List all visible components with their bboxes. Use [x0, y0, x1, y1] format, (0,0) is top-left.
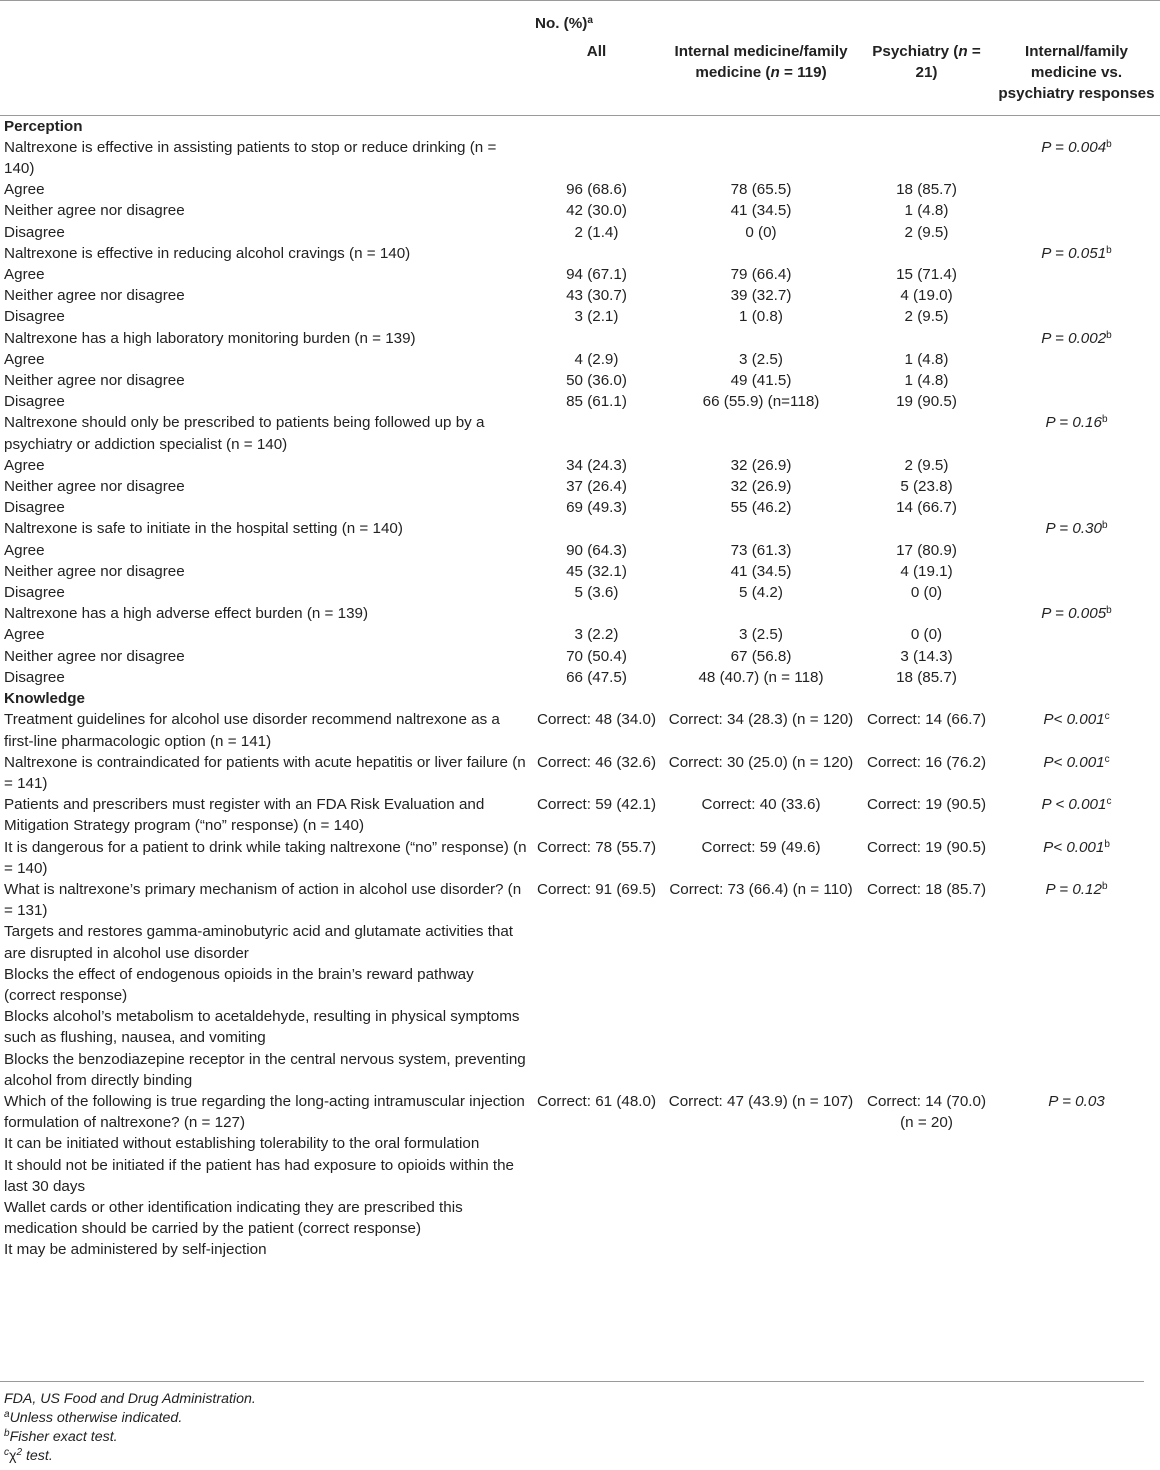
col-header-comparison: Internal/family medicine vs. psychiatry responses	[993, 37, 1160, 115]
value-all: Correct: 78 (55.7)	[536, 838, 657, 856]
section-title: Knowledge	[4, 690, 86, 708]
value-internal-family-medicine: 55 (46.2)	[730, 499, 792, 517]
value-all: 96 (68.6)	[566, 181, 627, 199]
answer-option: Blocks alcohol’s metabolism to acetaldehyde, resulting in physical symptoms such as flushing, nausea, and vomiting	[4, 1008, 520, 1047]
response-label: Neither agree nor disagree	[4, 562, 185, 580]
value-all: 94 (67.1)	[566, 266, 627, 284]
question-row	[0, 752, 1160, 794]
value-psychiatry: 0 (0)	[910, 626, 943, 644]
answer-option-row	[0, 1197, 1160, 1239]
value-internal-family-medicine: 73 (61.3)	[730, 541, 792, 559]
value-internal-family-medicine: Correct: 59 (49.6)	[701, 838, 821, 856]
value-psychiatry: 2 (9.5)	[904, 308, 949, 326]
question-row	[0, 328, 1160, 349]
answer-option: Blocks the effect of endogenous opioids in the brain’s reward pathway (correct response)	[4, 965, 474, 1004]
response-label: Agree	[4, 626, 45, 644]
response-label: Disagree	[4, 308, 65, 326]
p-value: P< 0.001$^c$	[1043, 711, 1110, 729]
question-text: It is dangerous for a patient to drink while taking naltrexone (“no” response) (n = 140)	[4, 838, 527, 877]
answer-option-row	[0, 1239, 1160, 1260]
value-all: 3 (2.2)	[574, 626, 619, 644]
value-all: 90 (64.3)	[566, 541, 627, 559]
value-psychiatry: Correct: 19 (90.5)	[866, 838, 987, 856]
question-text: What is naltrexone’s primary mechanism of action in alcohol use disorder? (n = 131)	[4, 880, 522, 920]
response-row	[0, 200, 1160, 221]
value-all: 34 (24.3)	[566, 456, 627, 474]
value-psychiatry: 5 (23.8)	[900, 478, 953, 496]
value-all: Correct: 48 (34.0)	[536, 711, 657, 729]
value-all: 66 (47.5)	[566, 668, 627, 686]
p-value: P = 0.002$^b$	[1041, 329, 1112, 347]
table-header	[0, 1, 1160, 116]
answer-option: It can be initiated without establishing tolerability to the oral formulation	[4, 1135, 480, 1153]
value-all: Correct: 61 (48.0)	[536, 1092, 657, 1110]
value-all: 45 (32.1)	[566, 562, 627, 580]
question-row	[0, 1091, 1160, 1133]
value-psychiatry: Correct: 16 (76.2)	[866, 753, 987, 771]
section-row	[0, 115, 1160, 137]
response-row	[0, 306, 1160, 327]
response-label: Agree	[4, 541, 45, 559]
value-psychiatry: 4 (19.0)	[900, 287, 953, 305]
answer-option-row	[0, 964, 1160, 1006]
value-psychiatry: 4 (19.1)	[900, 562, 953, 580]
question-row	[0, 243, 1160, 264]
p-value: P< 0.001$^b$	[1043, 838, 1110, 856]
question-text: Which of the following is true regarding the long-acting intramuscular injection formulation of naltrexone? (n = 127)	[4, 1092, 525, 1132]
value-internal-family-medicine: 32 (26.9)	[730, 478, 792, 496]
value-all: 2 (1.4)	[574, 223, 619, 241]
value-internal-family-medicine: Correct: 73 (66.4) (n = 110)	[669, 880, 853, 898]
response-label: Agree	[4, 181, 45, 199]
question-text: Naltrexone has a high laboratory monitoring burden (n = 139)	[4, 329, 416, 347]
value-psychiatry: Correct: 14 (66.7)	[866, 711, 987, 729]
value-all: Correct: 46 (32.6)	[536, 753, 657, 771]
value-all: 85 (61.1)	[566, 393, 627, 411]
answer-option: Blocks the benzodiazepine receptor in the central nervous system, preventing alcohol from directly binding	[4, 1050, 526, 1089]
value-internal-family-medicine: 66 (55.9) (n=118)	[702, 393, 820, 411]
p-value: P = 0.12$^b$	[1045, 880, 1108, 898]
response-row	[0, 540, 1160, 561]
response-label: Neither agree nor disagree	[4, 202, 185, 220]
response-label: Agree	[4, 456, 45, 474]
group-header: No. (%)$^a$	[531, 1, 1160, 38]
response-label: Disagree	[4, 393, 65, 411]
value-all: 70 (50.4)	[566, 647, 627, 665]
answer-option-row	[0, 1133, 1160, 1154]
value-internal-family-medicine: 5 (4.2)	[739, 584, 783, 602]
answer-option-row	[0, 1049, 1160, 1091]
value-internal-family-medicine: Correct: 40 (33.6)	[701, 796, 821, 814]
response-row	[0, 497, 1160, 518]
section-row	[0, 688, 1160, 709]
value-psychiatry: 18 (85.7)	[896, 668, 957, 686]
value-all: 4 (2.9)	[574, 350, 619, 368]
p-value: P = 0.004$^b$	[1041, 138, 1112, 156]
p-value: P = 0.16$^b$	[1045, 414, 1108, 432]
response-label: Neither agree nor disagree	[4, 287, 185, 305]
col-header-psychiatry: Psychiatry (n = 21)	[860, 37, 993, 115]
value-internal-family-medicine: 78 (65.5)	[730, 181, 792, 199]
question-row	[0, 412, 1160, 454]
response-row	[0, 582, 1160, 603]
col-header-all: All	[531, 37, 662, 115]
value-internal-family-medicine: 3 (2.5)	[739, 626, 783, 644]
value-psychiatry: 2 (9.5)	[904, 223, 949, 241]
value-internal-family-medicine: 41 (34.5)	[730, 562, 792, 580]
value-psychiatry: 0 (0)	[910, 584, 943, 602]
p-value: P < 0.001$^c$	[1041, 796, 1112, 814]
value-all: 43 (30.7)	[566, 287, 627, 305]
value-psychiatry: Correct: 19 (90.5)	[866, 796, 987, 814]
value-psychiatry: 15 (71.4)	[896, 266, 957, 284]
answer-option-row	[0, 1155, 1160, 1197]
response-label: Agree	[4, 266, 45, 284]
col-header-internal-family-medicine: Internal medicine/family medicine (n = 119)	[662, 37, 860, 115]
response-label: Disagree	[4, 668, 65, 686]
question-row	[0, 709, 1160, 751]
value-psychiatry: 18 (85.7)	[896, 181, 957, 199]
response-row	[0, 349, 1160, 370]
response-row	[0, 561, 1160, 582]
response-label: Disagree	[4, 223, 65, 241]
value-psychiatry: 1 (4.8)	[904, 202, 949, 220]
response-row	[0, 455, 1160, 476]
question-row	[0, 137, 1160, 179]
value-psychiatry: Correct: 14 (70.0) (n = 20)	[866, 1092, 987, 1132]
response-row	[0, 222, 1160, 243]
question-row	[0, 879, 1160, 921]
answer-option: It should not be initiated if the patient has had exposure to opioids within the last 30 days	[4, 1156, 514, 1195]
answer-option: It may be administered by self-injection	[4, 1241, 267, 1259]
value-all: 69 (49.3)	[566, 499, 627, 517]
p-value: P = 0.051$^b$	[1041, 244, 1112, 262]
value-internal-family-medicine: 67 (56.8)	[730, 647, 792, 665]
value-psychiatry: 14 (66.7)	[896, 499, 957, 517]
response-row	[0, 285, 1160, 306]
question-row	[0, 837, 1160, 879]
footnote-c: $^c\chi^2$ test.	[4, 1447, 53, 1464]
response-label: Agree	[4, 350, 45, 368]
response-label: Neither agree nor disagree	[4, 647, 185, 665]
value-internal-family-medicine: 48 (40.7) (n = 118)	[698, 668, 824, 686]
table-footnotes	[0, 1381, 1144, 1466]
question-text: Naltrexone is safe to initiate in the hospital setting (n = 140)	[4, 520, 403, 538]
footnote-abbreviation: FDA, US Food and Drug Administration.	[4, 1391, 256, 1407]
response-row	[0, 476, 1160, 497]
p-value: P = 0.005$^b$	[1041, 605, 1112, 623]
p-value: P = 0.30$^b$	[1045, 520, 1108, 538]
answer-option: Targets and restores gamma-aminobutyric acid and glutamate activities that are disrupted in alcohol use disorder	[4, 923, 514, 962]
value-internal-family-medicine: 49 (41.5)	[730, 372, 792, 390]
value-psychiatry: Correct: 18 (85.7)	[866, 880, 987, 898]
value-psychiatry: 19 (90.5)	[896, 393, 957, 411]
response-label: Disagree	[4, 584, 65, 602]
value-internal-family-medicine: Correct: 34 (28.3) (n = 120)	[668, 711, 854, 729]
answer-option: Wallet cards or other identification indicating they are prescribed this medication should be carried by the patient (correct response)	[4, 1198, 463, 1238]
question-text: Patients and prescribers must register with an FDA Risk Evaluation and Mitigation Strategy program (“no” response) (n = 140)	[4, 796, 485, 835]
value-internal-family-medicine: 41 (34.5)	[730, 202, 792, 220]
value-all: Correct: 91 (69.5)	[536, 880, 657, 898]
value-internal-family-medicine: 32 (26.9)	[730, 456, 792, 474]
value-internal-family-medicine: 3 (2.5)	[739, 350, 783, 368]
question-text: Treatment guidelines for alcohol use disorder recommend naltrexone as a first-line pharmacologic option (n = 141)	[4, 711, 500, 750]
footnote-a: $^a$Unless otherwise indicated.	[4, 1409, 183, 1426]
p-value: P = 0.03	[1048, 1092, 1105, 1110]
question-text: Naltrexone has a high adverse effect burden (n = 139)	[4, 605, 369, 623]
question-row	[0, 794, 1160, 836]
question-text: Naltrexone should only be prescribed to patients being followed up by a psychiatry or addiction specialist (n = 140)	[4, 414, 485, 453]
p-value: P< 0.001$^c$	[1043, 753, 1110, 771]
footnote-b: $^b$Fisher exact test.	[4, 1428, 118, 1445]
value-all: 5 (3.6)	[574, 584, 619, 602]
response-row	[0, 646, 1160, 667]
question-text: Naltrexone is effective in reducing alcohol cravings (n = 140)	[4, 244, 411, 262]
value-all: 37 (26.4)	[566, 478, 627, 496]
value-all: 3 (2.1)	[574, 308, 619, 326]
value-internal-family-medicine: 79 (66.4)	[730, 266, 792, 284]
value-all: Correct: 59 (42.1)	[536, 796, 657, 814]
question-row	[0, 518, 1160, 539]
value-internal-family-medicine: Correct: 47 (43.9) (n = 107)	[668, 1092, 854, 1110]
response-label: Disagree	[4, 499, 65, 517]
value-internal-family-medicine: 0 (0)	[745, 223, 777, 241]
value-internal-family-medicine: 39 (32.7)	[730, 287, 792, 305]
response-row	[0, 264, 1160, 285]
answer-option-row	[0, 921, 1160, 963]
value-internal-family-medicine: 1 (0.8)	[739, 308, 783, 326]
response-row	[0, 179, 1160, 200]
response-label: Neither agree nor disagree	[4, 478, 185, 496]
value-psychiatry: 1 (4.8)	[904, 350, 949, 368]
answer-option-row	[0, 1006, 1160, 1048]
value-psychiatry: 1 (4.8)	[904, 372, 949, 390]
question-text: Naltrexone is contraindicated for patients with acute hepatitis or liver failure (n = 141)	[4, 753, 526, 792]
value-psychiatry: 2 (9.5)	[904, 456, 949, 474]
section-title: Perception	[4, 117, 83, 135]
response-label: Neither agree nor disagree	[4, 372, 185, 390]
value-all: 42 (30.0)	[566, 202, 627, 220]
question-row	[0, 603, 1160, 624]
value-psychiatry: 17 (80.9)	[896, 541, 957, 559]
response-row	[0, 667, 1160, 688]
response-row	[0, 624, 1160, 645]
question-text: Naltrexone is effective in assisting patients to stop or reduce drinking (n = 140)	[4, 138, 497, 178]
value-all: 50 (36.0)	[566, 372, 627, 390]
table-body	[0, 115, 1160, 1260]
value-internal-family-medicine: Correct: 30 (25.0) (n = 120)	[668, 753, 854, 771]
response-row	[0, 391, 1160, 412]
response-row	[0, 370, 1160, 391]
value-psychiatry: 3 (14.3)	[900, 647, 953, 665]
